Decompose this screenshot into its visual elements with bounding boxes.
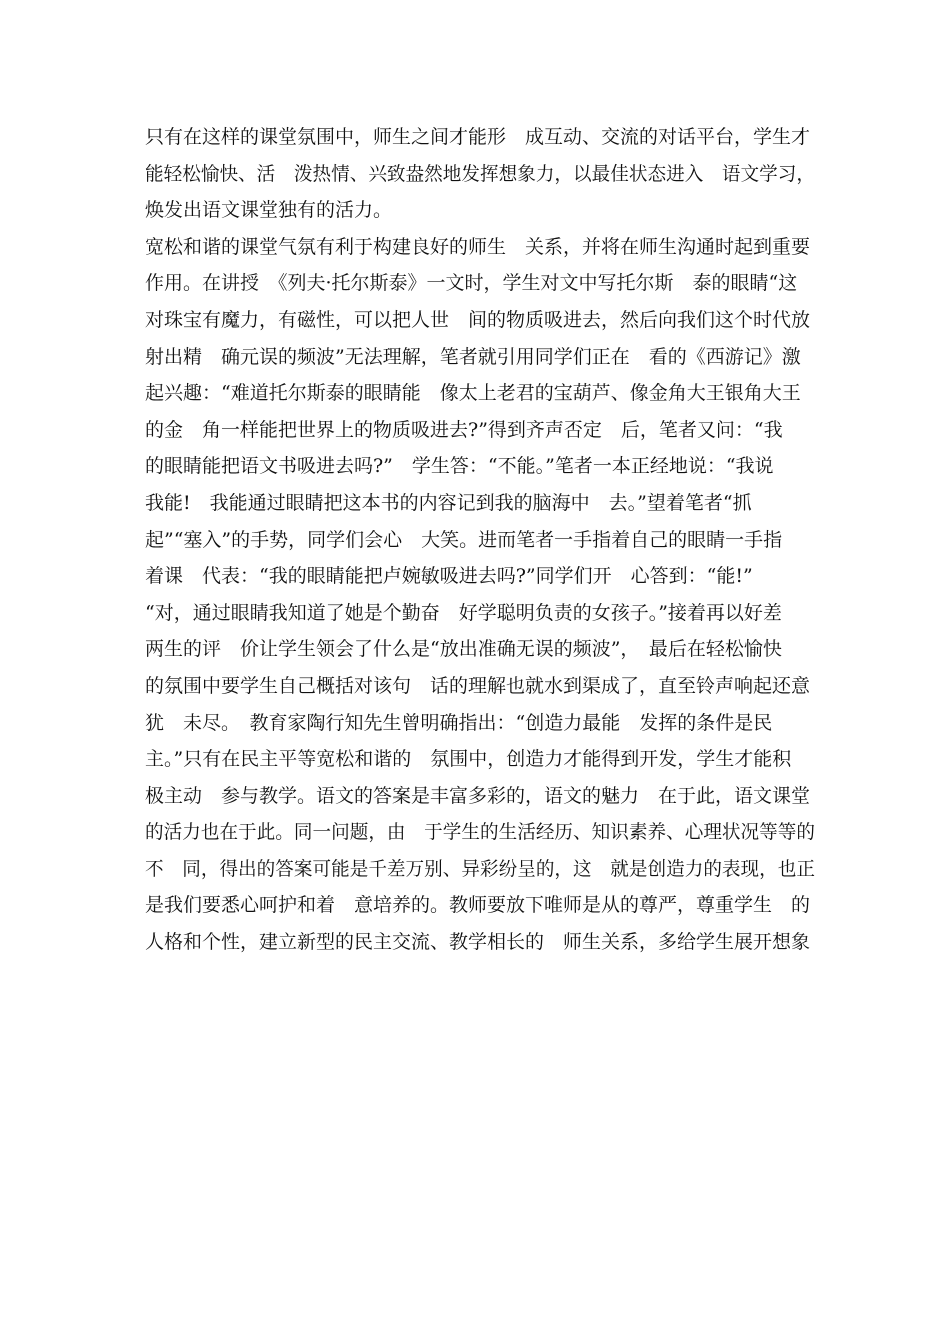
text-line: 只有在这样的课堂氛围中，师生之间才能形 成互动、交流的对话平台，学生才 — [145, 126, 811, 148]
text-line: 的氛围中要学生自己概括对该句 话的理解也就水到渠成了，直至铃声响起还意 — [145, 674, 811, 697]
text-line: 着课 代表：“我的眼睛能把卢婉敏吸进去吗?”同学们开 心答到：“能!” — [145, 565, 753, 588]
text-line: 宽松和谐的课堂气氛有利于构建良好的师生 关系，并将在师生沟通时起到重要 — [145, 235, 811, 258]
text-line: 极主动 参与教学。语文的答案是丰富多彩的，语文的魅力 在于此，语文课堂 — [145, 784, 811, 807]
text-line: 焕发出语文课堂独有的活力。 — [145, 199, 393, 222]
text-line: 是我们要悉心呵护和着 意培养的。教师要放下唯师是从的尊严，尊重学生 的 — [145, 894, 811, 917]
text-line: “对，通过眼睛我知道了她是个勤奋 好学聪明负责的女孩子。”接着再以好差 — [145, 601, 782, 624]
text-line: 主。”只有在民主平等宽松和谐的 氛围中，创造力才能得到开发，学生才能积 — [145, 748, 792, 771]
text-line: 我能! 我能通过眼睛把这本书的内容记到我的脑海中 去。”望着笔者“抓 — [145, 491, 752, 514]
text-line: 能轻松愉快、活 泼热情、兴致盎然地发挥想象力，以最佳状态进入 语文学习， — [145, 162, 815, 185]
text-line: 的活力也在于此。同一问题，由 于学生的生活经历、知识素养、心理状况等等的 — [145, 821, 815, 844]
text-line: 两生的评 价让学生领会了什么是“放出准确无误的频波”， 最后在轻松愉快 — [145, 638, 782, 661]
body-text — [145, 119, 815, 961]
text-line: 起兴趣：“难道托尔斯泰的眼睛能 像太上老君的宝葫芦、像金角大王银角大王 — [145, 382, 801, 405]
text-line: 不 同，得出的答案可能是千差万别、异彩纷呈的，这 就是创造力的表现，也正 — [145, 857, 815, 880]
text-line: 犹 未尽。 教育家陶行知先生曾明确指出：“创造力最能 发挥的条件是民 — [145, 711, 773, 734]
text-line: 对珠宝有魔力，有磁性，可以把人世 间的物质吸进去，然后向我们这个时代放 — [145, 308, 811, 331]
text-line: 的金 角一样能把世界上的物质吸进去?”得到齐声否定 后，笔者又问：“我 — [145, 418, 783, 441]
text-line: 作用。在讲授 《列夫·托尔斯泰》一文时，学生对文中写托尔斯 泰的眼睛“这 — [145, 272, 798, 295]
text-line: 射出精 确元误的频波”无法理解，笔者就引用同学们正在 看的《西游记》激 — [145, 345, 801, 368]
text-line: 人格和个性，建立新型的民主交流、教学相长的 师生关系，多给学生展开想象 — [145, 931, 811, 954]
text-line: 起”“塞入”的手势，同学们会心 大笑。进而笔者一手指着自己的眼睛一手指 — [145, 528, 783, 551]
text-line: 的眼睛能把语文书吸进去吗?” 学生答：“不能。”笔者一本正经地说：“我说 — [145, 455, 774, 478]
